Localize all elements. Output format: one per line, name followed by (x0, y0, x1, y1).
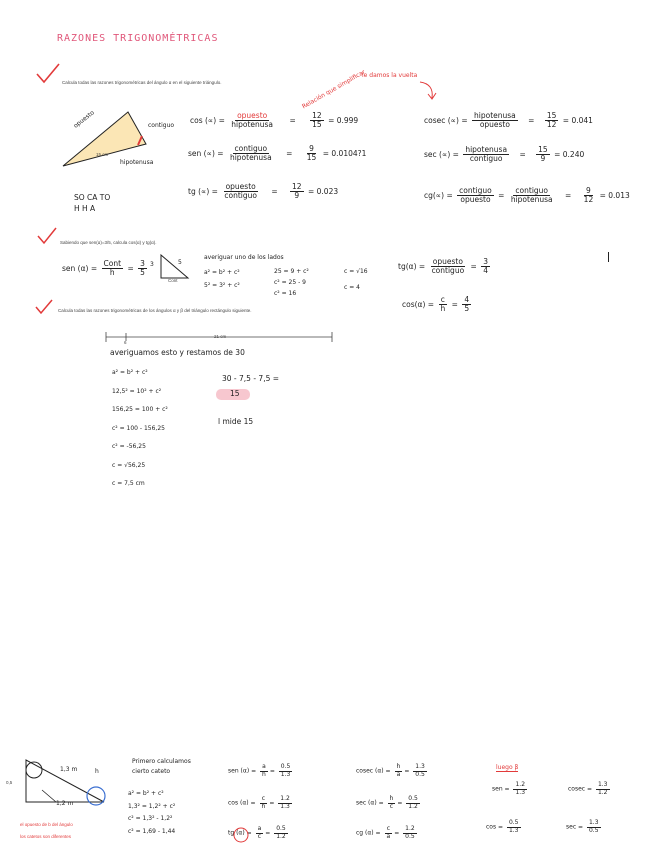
ex3-instruction: Calcula todas las razones trigonométricas de los ángulos α y β del triángulo rectángulo siguiente. (58, 308, 252, 313)
ex4-sen: sen (α) = $\frac{a}{h}$ = $\frac{0.5}{1.3}$ (228, 763, 291, 778)
cos-formula: cos (∝) = $\frac{\text{opuesto}}{\text{hipotenusa}}$ = $\frac{12}{15}$ = 0.999 (190, 111, 359, 130)
label-opuesto: opuesto (72, 109, 96, 130)
circle-mark (232, 826, 250, 844)
ex2-col2: 25 = 9 + c² c² = 25 - 9 c² = 16 (274, 268, 309, 297)
ex2-heading: averiguar uno de los lados (204, 254, 284, 261)
ex1-instruction: Calcula todas las razones trigonométricas del ángulo α en el siguiente triángulo. (62, 80, 222, 85)
ex4-h: h (95, 768, 99, 775)
ex4-steps: a² = b² + c² 1,3² = 1,2² + c² c² = 1,3² - 1,2² c² = 1,69 - 1,44 (128, 790, 176, 835)
beta-cos: cos = $\frac{0.5}{1.3}$ (486, 819, 519, 834)
ex4-heading2: cierto cateto (132, 768, 171, 775)
ex4-left: 0,5 (6, 780, 13, 785)
cursor-mark (608, 252, 609, 262)
ex2-sen: sen (α) = $\frac{\text{Cont}}{h}$ = $\frac{3}{5}$ (62, 259, 145, 278)
ex4-sec: sec (α) = $\frac{h}{c}$ = $\frac{0.5}{1.2}$ (356, 795, 418, 810)
ex4-cosec: cosec (α) = $\frac{h}{a}$ = $\frac{1.3}{0.5}$ (356, 763, 425, 778)
beta-title: luego β (496, 764, 519, 771)
tg-formula: tg (∝) = $\frac{\text{opuesto}}{\text{contiguo}}$ = $\frac{12}{9}$ = 0.023 (188, 182, 339, 201)
beta-sen: sen = $\frac{1.2}{1.3}$ (492, 781, 526, 796)
ex4-red2: los catetos son diferentes (20, 834, 72, 839)
ex2-tg: tg(α) = $\frac{\text{opuesto}}{\text{contiguo}}$ = $\frac{3}{4}$ (398, 257, 489, 276)
note-simplificar: Relación que simplificar (301, 68, 367, 111)
ex3-side3: l mide 15 (218, 417, 254, 426)
ex2-col1: a² = b² + c² 5² = 3² + c² (204, 269, 240, 289)
tri2-label-a: 3 (150, 261, 154, 268)
triangle-figure-4 (12, 756, 112, 816)
ex2-cos: cos(α) = $\frac{c}{h}$ = $\frac{4}{5}$ (402, 295, 470, 314)
ex4-red1: el opuesto de b del ángulo (20, 822, 73, 827)
ruler-left: 6 (124, 340, 127, 345)
checkmark-icon-3 (34, 298, 54, 316)
ex3-heading: averiguamos esto y restamos de 30 (110, 348, 245, 357)
ex4-heading1: Primero calculamos (132, 758, 191, 765)
ex4-side-top: 1,3 m (60, 766, 78, 773)
sohcahtoa-top: SO CA TO (74, 193, 111, 202)
sen-formula: sen (∝) = $\frac{\text{contiguo}}{\text{hipotenusa}}$ = $\frac{9}{15}$ = 0.0104?1 (188, 144, 367, 163)
ruler-label: 21 cm (214, 334, 227, 339)
ex4-side-bottom: 1,2 m (56, 800, 74, 807)
label-cm2: 15 cm (96, 152, 109, 157)
ex4-cotg: cg (α) = $\frac{c}{a}$ = $\frac{1.2}{0.5}$ (356, 825, 415, 840)
cosec-formula: cosec (∝) = $\frac{\text{hipotenusa}}{\text{opuesto}}$ = $\frac{15}{12}$ = 0.041 (424, 111, 593, 130)
ex3-steps: a² = b² + c² 12,5² = 10² + c² 156,25 = 100 + c² c² = 100 - 156,25 c² = -56,25 c = √56,25 c = 7,5 cm (112, 369, 168, 487)
label-contiguo: contiguo (148, 122, 175, 129)
ex2-col3: c = √16 c = 4 (344, 268, 368, 291)
ex3-side2: 15 (230, 389, 240, 398)
cotg-formula: cg(∝) = $\frac{\text{contiguo}}{\text{opuesto}}$ = $\frac{\text{contiguo}}{\text{hipotenusa}}$ = $\frac{9}{12}$ = 0.013 (424, 186, 630, 205)
tri2-label-c: Cont (168, 278, 178, 283)
ex2-instruction: Sabiendo que sen(α)=3/5, calcula cos(α) y tg(α). (60, 240, 157, 245)
sec-formula: sec (∝) = $\frac{\text{hipotenusa}}{\text{contiguo}}$ = $\frac{15}{9}$ = 0.240 (424, 145, 585, 164)
tri2-label-b: 5 (178, 259, 182, 266)
label-hipotenusa: hipotenusa (120, 159, 154, 166)
beta-cosec: cosec = $\frac{1.3}{1.2}$ (568, 781, 608, 796)
ex4-tg: tg (α) = $\frac{a}{c}$ = $\frac{0.5}{1.2}$ (228, 825, 286, 840)
ex4-cos: cos (α) = $\frac{c}{h}$ = $\frac{1.2}{1.3}$ (228, 795, 290, 810)
checkmark-icon (34, 62, 62, 86)
note-vuelta: le damos la vuelta (362, 72, 418, 79)
page-title: RAZONES TRIGONOMÉTRICAS (57, 33, 219, 44)
sohcahtoa-bottom: H H A (74, 204, 96, 213)
ex3-side1: 30 - 7,5 - 7,5 = (222, 374, 280, 383)
checkmark-icon-2 (36, 226, 58, 246)
arrow-icon (418, 80, 438, 102)
beta-sec: sec = $\frac{1.3}{0.5}$ (566, 819, 599, 834)
